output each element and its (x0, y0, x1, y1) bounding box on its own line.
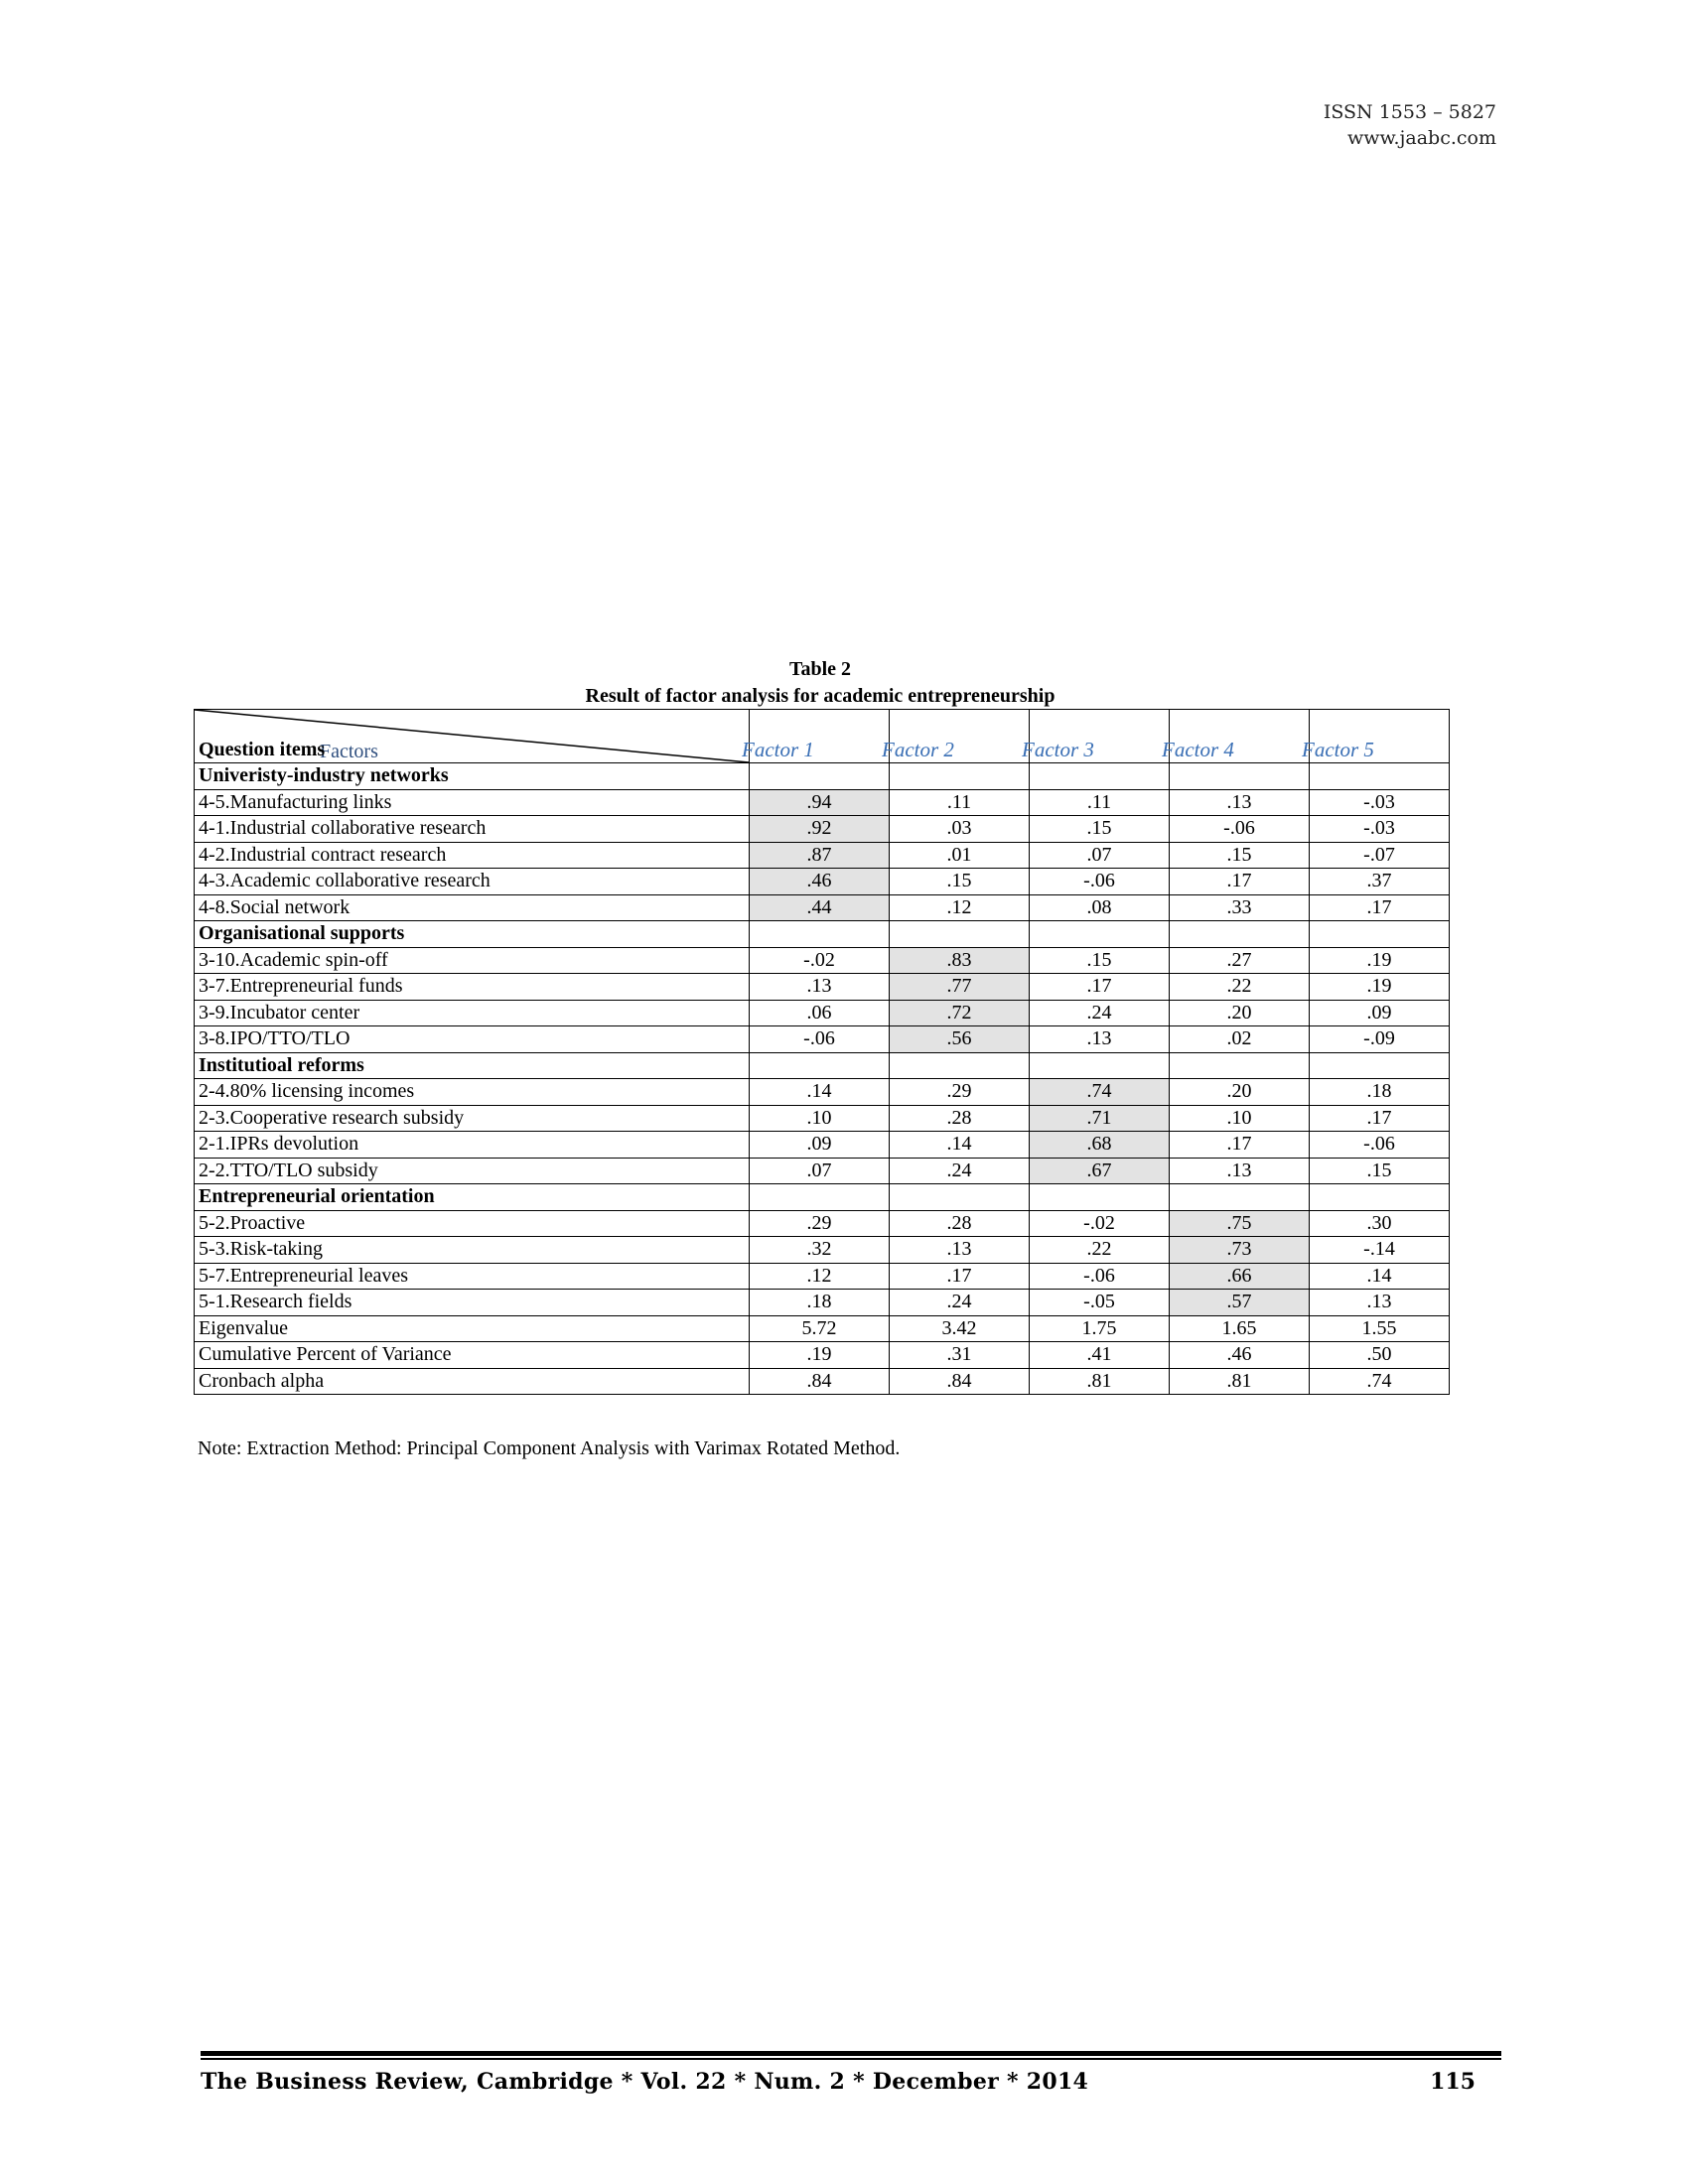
table-row (195, 1079, 1450, 1106)
empty-cell (1030, 1184, 1170, 1211)
table-row (195, 1132, 1450, 1159)
factor-1-value: 5.72 (750, 1315, 890, 1342)
factor-5-value: .18 (1310, 1079, 1450, 1106)
factor-1-value: .94 (750, 789, 890, 816)
header-corner-cell (195, 710, 750, 763)
factor-2-value: .11 (890, 789, 1030, 816)
factor-4-value: .66 (1170, 1263, 1310, 1290)
factor-analysis-table (194, 709, 1450, 1395)
factor-3-value: -.02 (1030, 1210, 1170, 1237)
factor-2-value: .15 (890, 869, 1030, 895)
page-number: 115 (1430, 2069, 1476, 2095)
factor-4-value: .27 (1170, 947, 1310, 974)
table-title: Table 2 (788, 658, 852, 680)
factor-5-value: .14 (1310, 1263, 1450, 1290)
factor-2-value: .83 (890, 947, 1030, 974)
question-item-label: 2-1.IPRs devolution (195, 1132, 750, 1159)
factor-3-value: -.06 (1030, 1263, 1170, 1290)
factor-1-value: .13 (750, 974, 890, 1001)
factor-5-value: .17 (1310, 894, 1450, 921)
factor-1-value: .14 (750, 1079, 890, 1106)
empty-cell (1030, 1052, 1170, 1079)
factor-2-value: .03 (890, 816, 1030, 843)
factor-5-value: 1.55 (1310, 1315, 1450, 1342)
table-row (195, 789, 1450, 816)
factor-2-value: .17 (890, 1263, 1030, 1290)
factor-1-value: -.06 (750, 1026, 890, 1053)
factor-1-value: .19 (750, 1342, 890, 1369)
question-item-label: 2-2.TTO/TLO subsidy (195, 1158, 750, 1184)
section-row (195, 1184, 1450, 1211)
factor-4-value: .17 (1170, 869, 1310, 895)
factor-4-header: Factor 4 (1170, 710, 1310, 763)
question-item-label: 5-1.Research fields (195, 1290, 750, 1316)
empty-cell (1310, 1052, 1450, 1079)
factor-4-value: .33 (1170, 894, 1310, 921)
table-row (195, 947, 1450, 974)
empty-cell (750, 763, 890, 790)
factor-2-value: .28 (890, 1210, 1030, 1237)
factor-3-value: .13 (1030, 1026, 1170, 1053)
factor-4-value: .73 (1170, 1237, 1310, 1264)
factor-3-value: .17 (1030, 974, 1170, 1001)
table-row (195, 816, 1450, 843)
question-item-label: 5-2.Proactive (195, 1210, 750, 1237)
factor-3-value: .22 (1030, 1237, 1170, 1264)
empty-cell (750, 1052, 890, 1079)
factor-5-value: .13 (1310, 1290, 1450, 1316)
factor-4-value: .22 (1170, 974, 1310, 1001)
factor-1-value: .10 (750, 1105, 890, 1132)
factor-2-value: .24 (890, 1290, 1030, 1316)
table-row (195, 1210, 1450, 1237)
factor-5-value: .30 (1310, 1210, 1450, 1237)
factor-3-value: 1.75 (1030, 1315, 1170, 1342)
table-row (195, 1290, 1450, 1316)
factor-4-value: .17 (1170, 1132, 1310, 1159)
factor-3-value: .81 (1030, 1368, 1170, 1395)
factor-2-value: .56 (890, 1026, 1030, 1053)
section-row (195, 921, 1450, 948)
footer-rule-thin (201, 2058, 1501, 2060)
table-row (195, 894, 1450, 921)
section-row (195, 1052, 1450, 1079)
factor-5-value: -.09 (1310, 1026, 1450, 1053)
factor-2-value: .24 (890, 1158, 1030, 1184)
factor-3-value: .67 (1030, 1158, 1170, 1184)
factor-1-value: .09 (750, 1132, 890, 1159)
empty-cell (1310, 921, 1450, 948)
factor-1-value: .87 (750, 842, 890, 869)
factor-4-value: .20 (1170, 1000, 1310, 1026)
factor-3-value: -.06 (1030, 869, 1170, 895)
factor-4-value: .20 (1170, 1079, 1310, 1106)
factor-5-value: .17 (1310, 1105, 1450, 1132)
factor-5-value: .19 (1310, 947, 1450, 974)
factor-2-value: .84 (890, 1368, 1030, 1395)
table-row (195, 869, 1450, 895)
table-row (195, 1158, 1450, 1184)
factor-5-value: .74 (1310, 1368, 1450, 1395)
factor-3-value: .15 (1030, 816, 1170, 843)
table-row (195, 842, 1450, 869)
footer-journal-info: The Business Review, Cambridge * Vol. 22 * Num. 2 * December * 2014 (201, 2069, 1089, 2095)
factor-4-value: .02 (1170, 1026, 1310, 1053)
factor-2-value: 3.42 (890, 1315, 1030, 1342)
question-item-label: 4-8.Social network (195, 894, 750, 921)
empty-cell (1030, 763, 1170, 790)
empty-cell (1170, 763, 1310, 790)
factor-4-value: 1.65 (1170, 1315, 1310, 1342)
table-row (195, 1105, 1450, 1132)
empty-cell (1310, 1184, 1450, 1211)
factor-3-value: .68 (1030, 1132, 1170, 1159)
question-item-label: Cronbach alpha (195, 1368, 750, 1395)
empty-cell (890, 1184, 1030, 1211)
factor-5-value: -.03 (1310, 789, 1450, 816)
factor-5-value: -.07 (1310, 842, 1450, 869)
factor-2-header: Factor 2 (890, 710, 1030, 763)
table-row (195, 1026, 1450, 1053)
factor-3-value: .24 (1030, 1000, 1170, 1026)
factor-2-value: .13 (890, 1237, 1030, 1264)
empty-cell (1310, 763, 1450, 790)
issn-text: ISSN 1553 – 5827 (1323, 101, 1496, 123)
empty-cell (1170, 1052, 1310, 1079)
table-row (195, 1000, 1450, 1026)
question-item-label: 2-4.80% licensing incomes (195, 1079, 750, 1106)
section-label: Institutioal reforms (195, 1052, 750, 1079)
factor-3-value: -.05 (1030, 1290, 1170, 1316)
factor-4-value: .57 (1170, 1290, 1310, 1316)
factor-1-value: -.02 (750, 947, 890, 974)
factor-4-value: .15 (1170, 842, 1310, 869)
table-row (195, 1315, 1450, 1342)
footer-rule-thick (201, 2051, 1501, 2056)
table-row (195, 1368, 1450, 1395)
factor-3-value: .07 (1030, 842, 1170, 869)
factor-3-value: .71 (1030, 1105, 1170, 1132)
factor-1-value: .84 (750, 1368, 890, 1395)
table-note: Note: Extraction Method: Principal Component Analysis with Varimax Rotated Method. (198, 1437, 901, 1459)
question-item-label: 3-10.Academic spin-off (195, 947, 750, 974)
table-subtitle: Result of factor analysis for academic entrepreneurship (585, 685, 1055, 707)
factor-2-value: .01 (890, 842, 1030, 869)
journal-header (1324, 99, 1496, 151)
factor-1-value: .92 (750, 816, 890, 843)
question-item-label: Cumulative Percent of Variance (195, 1342, 750, 1369)
factor-1-value: .29 (750, 1210, 890, 1237)
factors-label: Factors (320, 741, 378, 762)
empty-cell (890, 763, 1030, 790)
empty-cell (1170, 921, 1310, 948)
question-item-label: 4-2.Industrial contract research (195, 842, 750, 869)
factor-5-value: .19 (1310, 974, 1450, 1001)
empty-cell (890, 921, 1030, 948)
factor-4-value: .10 (1170, 1105, 1310, 1132)
question-item-label: 2-3.Cooperative research subsidy (195, 1105, 750, 1132)
factor-3-value: .11 (1030, 789, 1170, 816)
question-item-label: Eigenvalue (195, 1315, 750, 1342)
empty-cell (890, 1052, 1030, 1079)
section-label: Organisational supports (195, 921, 750, 948)
factor-1-value: .18 (750, 1290, 890, 1316)
question-item-label: 4-1.Industrial collaborative research (195, 816, 750, 843)
factor-5-value: .37 (1310, 869, 1450, 895)
empty-cell (1170, 1184, 1310, 1211)
factor-1-header: Factor 1 (750, 710, 890, 763)
factor-4-value: .46 (1170, 1342, 1310, 1369)
question-item-label: 5-3.Risk-taking (195, 1237, 750, 1264)
question-item-label: 3-7.Entrepreneurial funds (195, 974, 750, 1001)
table-row (195, 1237, 1450, 1264)
question-item-label: 5-7.Entrepreneurial leaves (195, 1263, 750, 1290)
factor-2-value: .77 (890, 974, 1030, 1001)
factor-5-value: .09 (1310, 1000, 1450, 1026)
factor-3-value: .41 (1030, 1342, 1170, 1369)
factor-4-value: .13 (1170, 1158, 1310, 1184)
section-label: Entrepreneurial orientation (195, 1184, 750, 1211)
factor-5-value: -.06 (1310, 1132, 1450, 1159)
factor-5-header: Factor 5 (1310, 710, 1450, 763)
factor-2-value: .28 (890, 1105, 1030, 1132)
factor-3-header: Factor 3 (1030, 710, 1170, 763)
factor-4-value: .13 (1170, 789, 1310, 816)
factor-1-value: .12 (750, 1263, 890, 1290)
table-row (195, 1342, 1450, 1369)
journal-url: www.jaabc.com (1346, 127, 1496, 149)
factor-3-value: .08 (1030, 894, 1170, 921)
question-item-label: 3-8.IPO/TTO/TLO (195, 1026, 750, 1053)
section-row (195, 763, 1450, 790)
question-item-label: 4-5.Manufacturing links (195, 789, 750, 816)
factor-1-value: .44 (750, 894, 890, 921)
factor-2-value: .72 (890, 1000, 1030, 1026)
factor-1-value: .06 (750, 1000, 890, 1026)
empty-cell (750, 1184, 890, 1211)
factor-5-value: -.14 (1310, 1237, 1450, 1264)
factor-1-value: .32 (750, 1237, 890, 1264)
factor-4-value: .75 (1170, 1210, 1310, 1237)
question-item-label: 4-3.Academic collaborative research (195, 869, 750, 895)
factor-1-value: .07 (750, 1158, 890, 1184)
question-items-label: Question items (199, 739, 326, 760)
table-row (195, 1263, 1450, 1290)
factor-2-value: .12 (890, 894, 1030, 921)
section-label: Univeristy-industry networks (195, 763, 750, 790)
factor-4-value: .81 (1170, 1368, 1310, 1395)
factor-1-value: .46 (750, 869, 890, 895)
factor-2-value: .29 (890, 1079, 1030, 1106)
factor-3-value: .74 (1030, 1079, 1170, 1106)
factor-5-value: -.03 (1310, 816, 1450, 843)
factor-2-value: .14 (890, 1132, 1030, 1159)
empty-cell (750, 921, 890, 948)
factor-5-value: .15 (1310, 1158, 1450, 1184)
empty-cell (1030, 921, 1170, 948)
factor-4-value: -.06 (1170, 816, 1310, 843)
factor-5-value: .50 (1310, 1342, 1450, 1369)
table-row (195, 974, 1450, 1001)
factor-2-value: .31 (890, 1342, 1030, 1369)
factor-3-value: .15 (1030, 947, 1170, 974)
question-item-label: 3-9.Incubator center (195, 1000, 750, 1026)
